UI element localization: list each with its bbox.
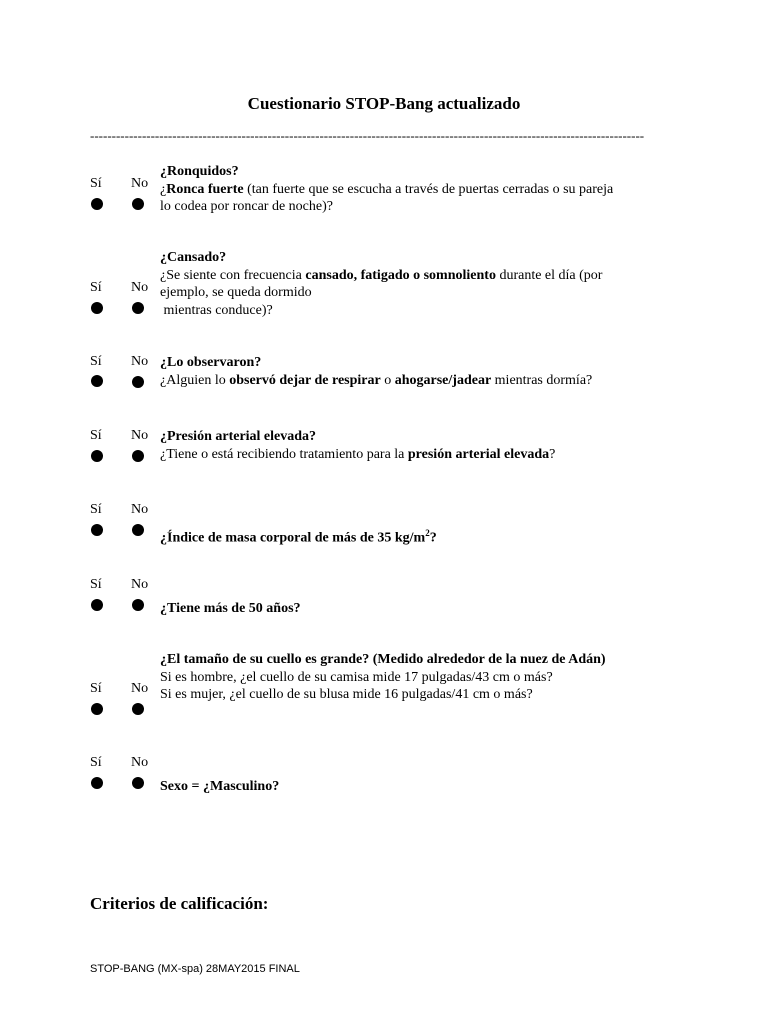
criteria-heading: Criterios de calificación:: [90, 894, 269, 913]
text-line: ejemplo, se queda dormido: [160, 285, 312, 300]
question-heading: ¿El tamaño de su cuello es grande? (Medido alrededor de la nuez de Adán): [160, 652, 606, 667]
yes-label: Sí: [90, 176, 102, 191]
yes-label: Sí: [90, 280, 102, 295]
text-run-bold: ahogarse/jadear: [394, 372, 492, 388]
question-text: [160, 525, 660, 547]
text-line: mientras conduce)?: [160, 302, 273, 318]
question-text: [160, 428, 660, 463]
no-radio[interactable]: [132, 524, 144, 536]
no-label: No: [131, 755, 149, 770]
text-run: ¿: [160, 181, 167, 197]
question-text: [160, 778, 660, 796]
no-radio[interactable]: [132, 703, 144, 715]
no-label: No: [131, 354, 149, 369]
text-run: ?: [549, 446, 556, 462]
no-radio[interactable]: [132, 376, 144, 388]
text-run: ?: [429, 530, 437, 546]
yes-radio[interactable]: [91, 777, 103, 789]
no-label: No: [131, 577, 149, 592]
question-text: [160, 600, 660, 618]
footer-text: STOP-BANG (MX-spa) 28MAY2015 FINAL: [90, 963, 300, 975]
question-heading: ¿Índice de masa corporal de más de 35 kg/m: [160, 530, 426, 546]
text-run-bold: cansado, fatigado o somnoliento: [305, 267, 496, 283]
no-label: No: [131, 280, 149, 295]
text-run: ¿Se siente con frecuencia: [160, 267, 306, 283]
question-heading: ¿Presión arterial elevada?: [160, 429, 317, 444]
question-heading: ¿Lo observaron?: [160, 355, 262, 370]
no-radio[interactable]: [132, 302, 144, 314]
yes-radio[interactable]: [91, 450, 103, 462]
question-heading: Sexo = ¿Masculino?: [160, 779, 280, 794]
no-radio[interactable]: [132, 599, 144, 611]
yes-radio[interactable]: [91, 524, 103, 536]
text-run-bold: Ronca fuerte: [166, 181, 244, 197]
yes-label: Sí: [90, 577, 102, 592]
no-radio[interactable]: [132, 777, 144, 789]
text-run: ¿Alguien lo: [160, 372, 230, 388]
text-run: durante el día (por: [495, 267, 603, 283]
text-run-bold: observó dejar de respirar: [229, 372, 381, 388]
text-run: o: [380, 372, 395, 388]
no-radio[interactable]: [132, 450, 144, 462]
yes-radio[interactable]: [91, 703, 103, 715]
yes-radio[interactable]: [91, 375, 103, 387]
no-label: No: [131, 681, 149, 696]
yes-label: Sí: [90, 681, 102, 696]
question-text: [160, 163, 660, 216]
text-run: mientras dormía?: [491, 372, 593, 388]
no-radio[interactable]: [132, 198, 144, 210]
yes-radio[interactable]: [91, 302, 103, 314]
question-text: [160, 354, 660, 389]
no-label: No: [131, 428, 149, 443]
text-line: Si es mujer, ¿el cuello de su blusa mide 16 pulgadas/41 cm o más?: [160, 687, 533, 702]
text-run: ¿Tiene o está recibiendo tratamiento para la: [160, 446, 408, 462]
text-run: (tan fuerte que se escucha a través de puertas cerradas o su pareja: [243, 181, 614, 197]
yes-label: Sí: [90, 755, 102, 770]
text-line: Si es hombre, ¿el cuello de su camisa mide 17 pulgadas/43 cm o más?: [160, 669, 553, 685]
yes-radio[interactable]: [91, 599, 103, 611]
question-heading: ¿Cansado?: [160, 250, 227, 265]
question-text: [160, 249, 660, 319]
no-label: No: [131, 176, 149, 191]
yes-label: Sí: [90, 428, 102, 443]
question-heading: ¿Tiene más de 50 años?: [160, 601, 301, 616]
question-heading: ¿Ronquidos?: [160, 164, 239, 179]
yes-label: Sí: [90, 354, 102, 369]
no-label: No: [131, 502, 149, 517]
page-title: Cuestionario STOP-Bang actualizado: [247, 94, 521, 113]
superscript: 2: [425, 528, 430, 538]
yes-label: Sí: [90, 502, 102, 517]
question-text: [160, 651, 700, 704]
text-run-bold: presión arterial elevada: [407, 446, 550, 462]
yes-radio[interactable]: [91, 198, 103, 210]
text-line: lo codea por roncar de noche)?: [160, 199, 333, 214]
divider-line: --------------------------------------------------------------------------------------------------------------------------------: [90, 128, 645, 143]
